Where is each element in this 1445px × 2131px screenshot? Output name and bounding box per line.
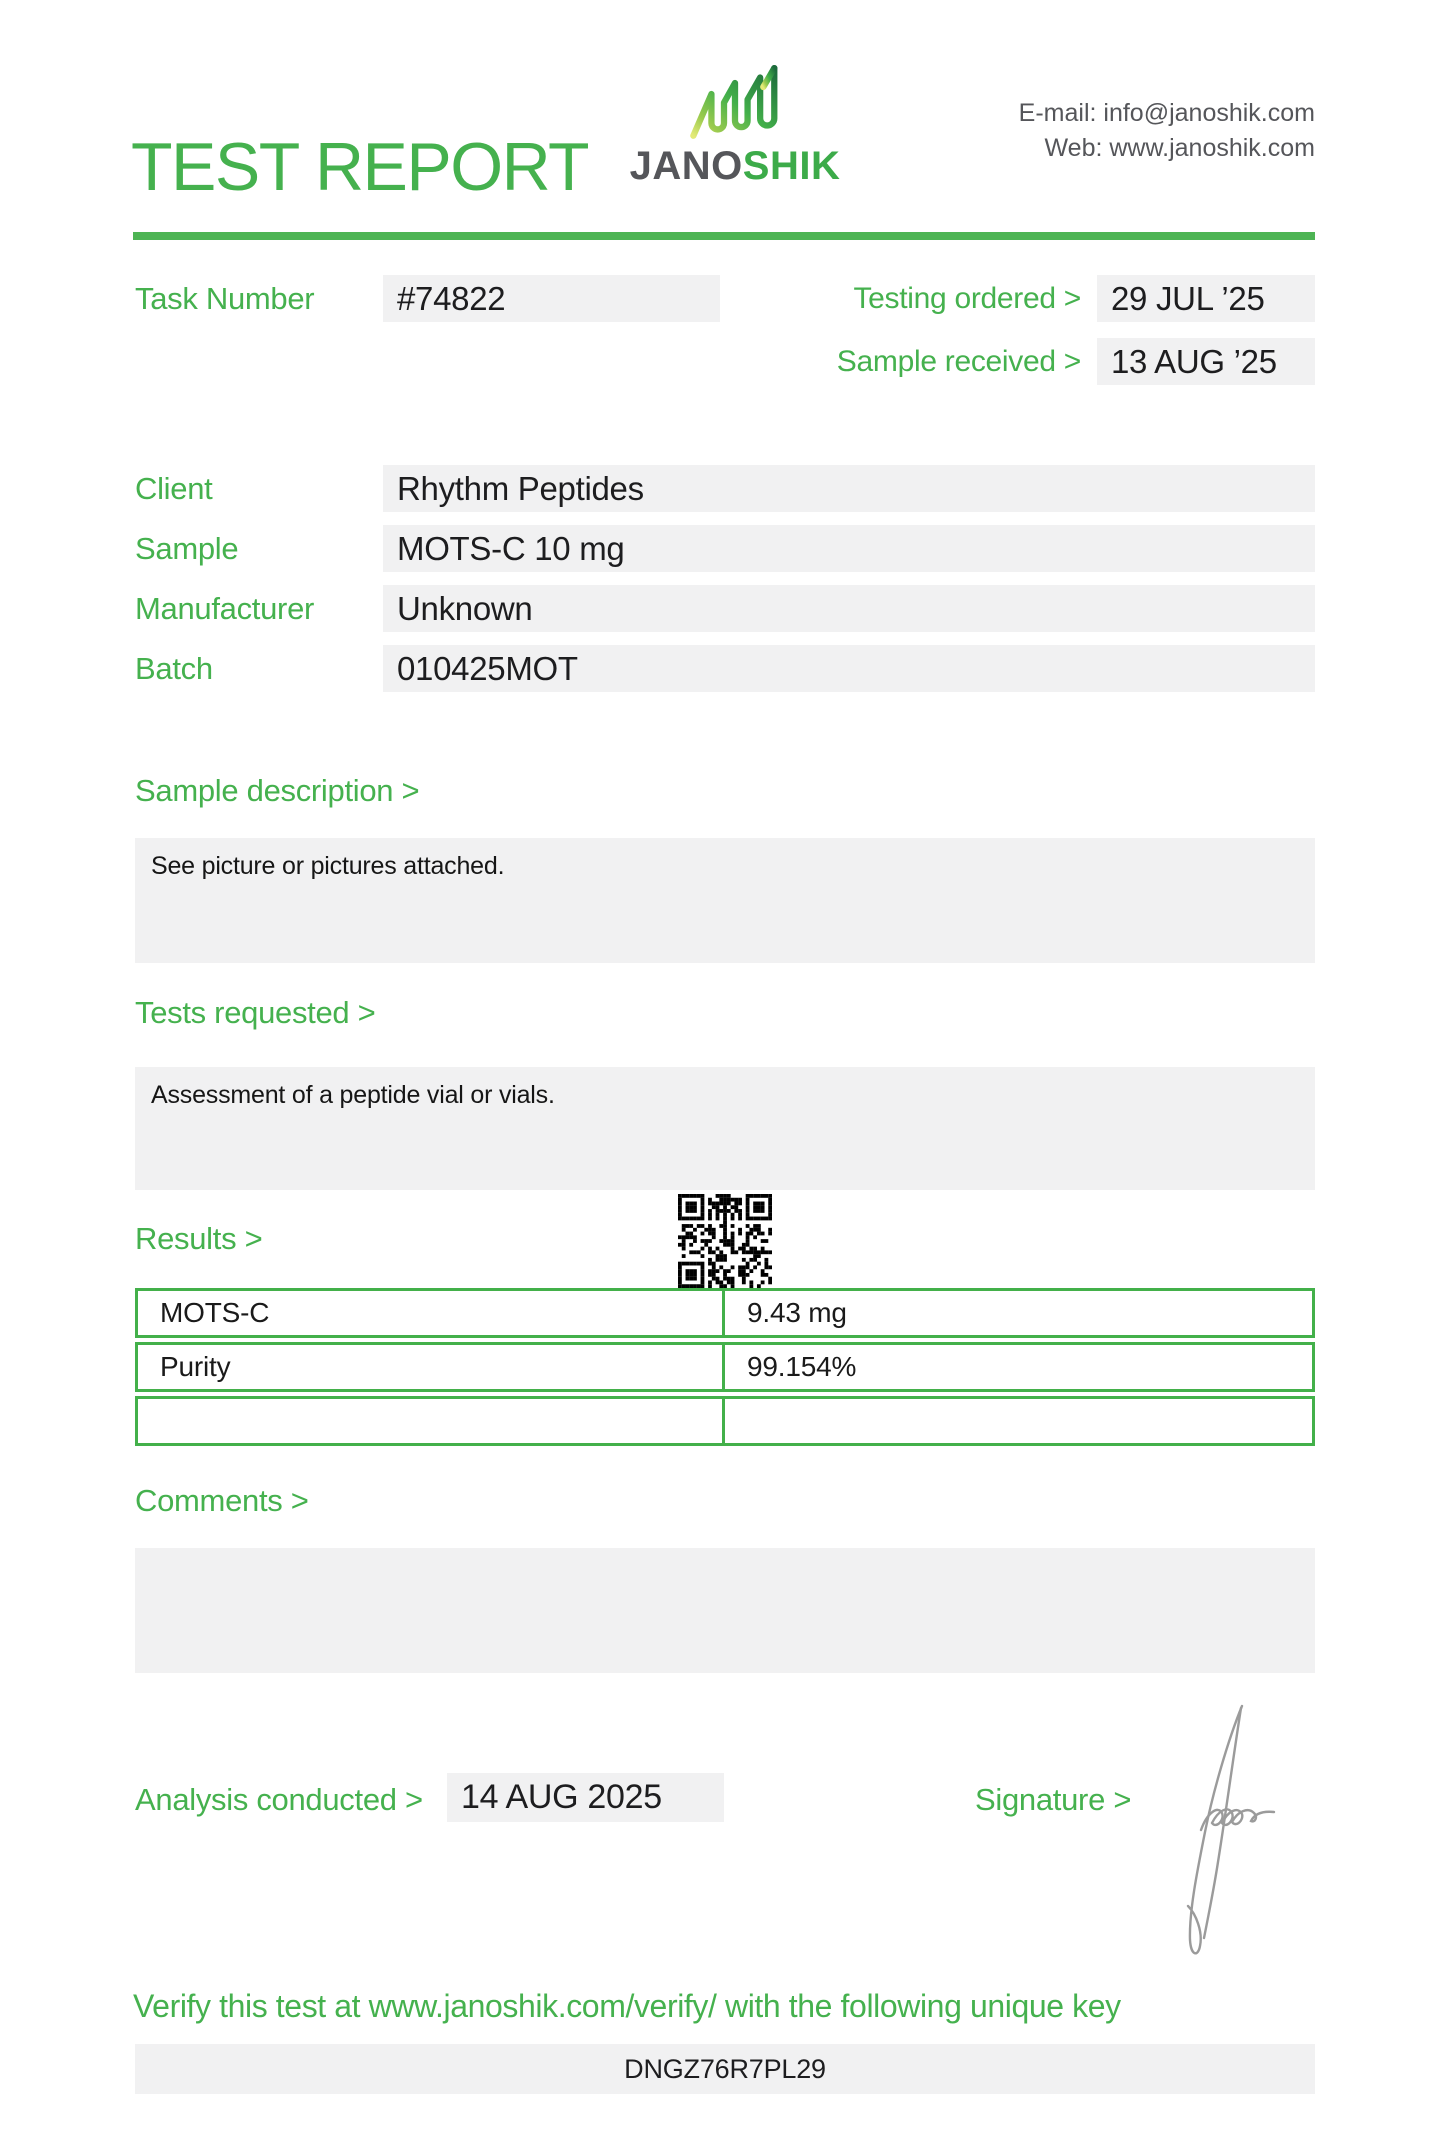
client-label: Client	[135, 471, 213, 506]
sample-value: MOTS-C 10 mg	[383, 525, 1315, 572]
sample-received-row	[830, 338, 1315, 385]
client-value: Rhythm Peptides	[383, 465, 1315, 512]
sample-description-heading: Sample description >	[135, 773, 420, 808]
batch-label: Batch	[135, 651, 213, 686]
table-row	[135, 1342, 1315, 1392]
tests-requested-heading: Tests requested >	[135, 995, 376, 1030]
signature-label: Signature >	[975, 1782, 1132, 1817]
analysis-conducted-value: 14 AUG 2025	[447, 1773, 724, 1822]
table-row	[135, 1396, 1315, 1446]
janoshik-logo	[615, 54, 855, 189]
logo-text-shik: SHIK	[742, 144, 841, 188]
result-name: Purity	[138, 1345, 725, 1389]
result-value	[725, 1399, 1312, 1443]
task-number-label: Task Number	[135, 281, 315, 316]
table-row	[135, 1288, 1315, 1338]
result-value: 9.43 mg	[747, 1297, 847, 1328]
manufacturer-label: Manufacturer	[135, 591, 315, 626]
manufacturer-value: Unknown	[383, 585, 1315, 632]
results-heading: Results >	[135, 1221, 263, 1256]
logo-text-jano: JANO	[629, 144, 743, 188]
comments-heading: Comments >	[135, 1483, 309, 1518]
testing-ordered-row	[830, 275, 1315, 322]
header-divider	[133, 232, 1315, 240]
sample-label: Sample	[135, 531, 239, 566]
verify-key: DNGZ76R7PL29	[135, 2044, 1315, 2094]
result-name	[138, 1399, 725, 1443]
contact-block	[1019, 96, 1315, 166]
verify-instruction: Verify this test at www.janoshik.com/verify/ with the following unique key	[133, 1988, 1121, 2024]
contact-email: E-mail: info@janoshik.com	[1018, 99, 1315, 127]
sample-description-box: See picture or pictures attached.	[135, 838, 1315, 963]
page-title: TEST REPORT	[131, 129, 589, 205]
sample-received-value: 13 AUG ’25	[1097, 338, 1315, 385]
testing-ordered-label: Testing ordered >	[853, 282, 1081, 315]
testing-ordered-value: 29 JUL ’25	[1097, 275, 1315, 322]
result-name: MOTS-C	[138, 1291, 725, 1335]
sample-received-label: Sample received >	[836, 345, 1081, 378]
logo-wordmark	[615, 144, 855, 189]
chart-peaks-icon	[676, 54, 794, 142]
qr-code-icon	[678, 1194, 772, 1288]
batch-value: 010425MOT	[383, 645, 1315, 692]
tests-requested-box: Assessment of a peptide vial or vials.	[135, 1067, 1315, 1190]
results-table	[135, 1288, 1315, 1450]
comments-box	[135, 1548, 1315, 1673]
result-value: 99.154%	[747, 1351, 857, 1382]
analysis-conducted-label: Analysis conducted >	[135, 1782, 423, 1817]
handwritten-signature	[1168, 1698, 1288, 1978]
contact-web: Web: www.janoshik.com	[1044, 134, 1315, 162]
task-number-value: #74822	[383, 275, 720, 322]
